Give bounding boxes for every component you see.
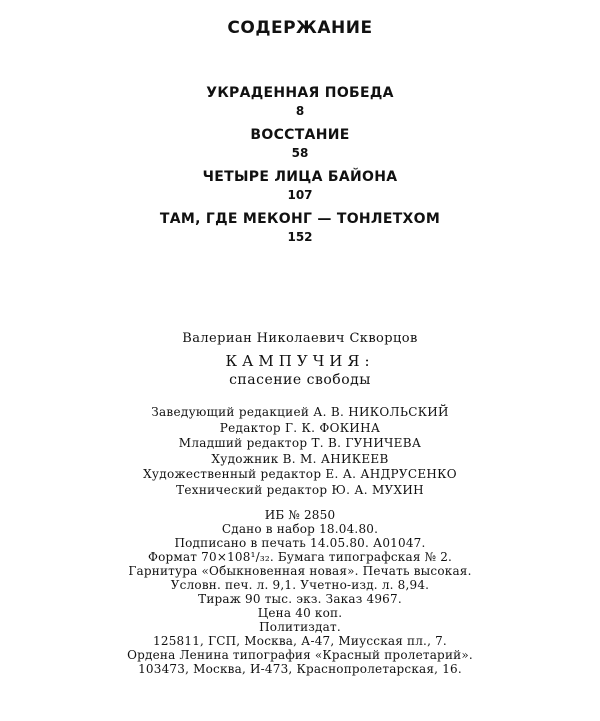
toc-entry — [0, 210, 600, 245]
toc-entry-title: ЧЕТЫРЕ ЛИЦА БАЙОНА — [202, 169, 398, 185]
toc-entry — [0, 126, 600, 161]
toc-entry-page: 107 — [287, 188, 313, 202]
toc-entry — [0, 84, 600, 119]
toc-entry-page: 58 — [291, 146, 309, 160]
pub-line: Тираж 90 тыс. экз. Заказ 4967. — [198, 592, 402, 606]
pub-line: ИБ № 2850 — [264, 508, 336, 522]
toc-entry-title: УКРАДЕННАЯ ПОБЕДА — [206, 85, 394, 101]
toc-entry-page: 8 — [295, 104, 305, 118]
publication-data — [0, 508, 600, 676]
toc-entry-title: ВОССТАНИЕ — [250, 127, 350, 143]
pub-line: Ордена Ленина типография «Красный пролетарий». — [127, 648, 473, 662]
pub-line: Политиздат. — [259, 620, 341, 634]
pub-line: Цена 40 коп. — [257, 606, 343, 620]
author-name: Валериан Николаевич Скворцов — [182, 331, 418, 346]
credit-line: Младший редактор Т. В. ГУНИЧЕВА — [178, 436, 422, 450]
toc-entry — [0, 168, 600, 203]
toc-heading: СОДЕРЖАНИЕ — [227, 18, 373, 38]
imprint-block — [0, 330, 600, 676]
pub-line: Подписано в печать 14.05.80. А01047. — [174, 536, 426, 550]
pub-line: Условн. печ. л. 9,1. Учетно-изд. л. 8,94. — [170, 578, 430, 592]
credit-line: Редактор Г. К. ФОКИНА — [219, 420, 381, 435]
pub-line: 103473, Москва, И-473, Краснопролетарская, 16. — [138, 662, 462, 676]
pub-line: Формат 70×108¹/₃₂. Бумага типографская № 2. — [147, 550, 453, 564]
credit-line: Заведующий редакцией А. В. НИКОЛЬСКИЙ — [151, 405, 449, 419]
pub-line: Сдано в набор 18.04.80. — [221, 522, 379, 536]
pub-line: 125811, ГСП, Москва, А-47, Миусская пл., 7. — [153, 634, 447, 648]
credits-list — [0, 405, 600, 498]
toc-entry-title: ТАМ, ГДЕ МЕКОНГ — ТОНЛЕТХОМ — [159, 211, 441, 227]
credit-line: Художник В. М. АНИКЕЕВ — [211, 451, 389, 466]
pub-line: Гарнитура «Обыкновенная новая». Печать высокая. — [128, 564, 472, 578]
credit-line: Технический редактор Ю. А. МУХИН — [176, 482, 424, 497]
book-subtitle: спасение свободы — [229, 372, 371, 388]
toc-entry-page: 152 — [287, 230, 313, 244]
credit-line: Художественный редактор Е. А. АНДРУСЕНКО — [143, 467, 457, 481]
toc-list — [0, 84, 600, 252]
book-title: КАМПУЧИЯ: — [225, 352, 375, 370]
